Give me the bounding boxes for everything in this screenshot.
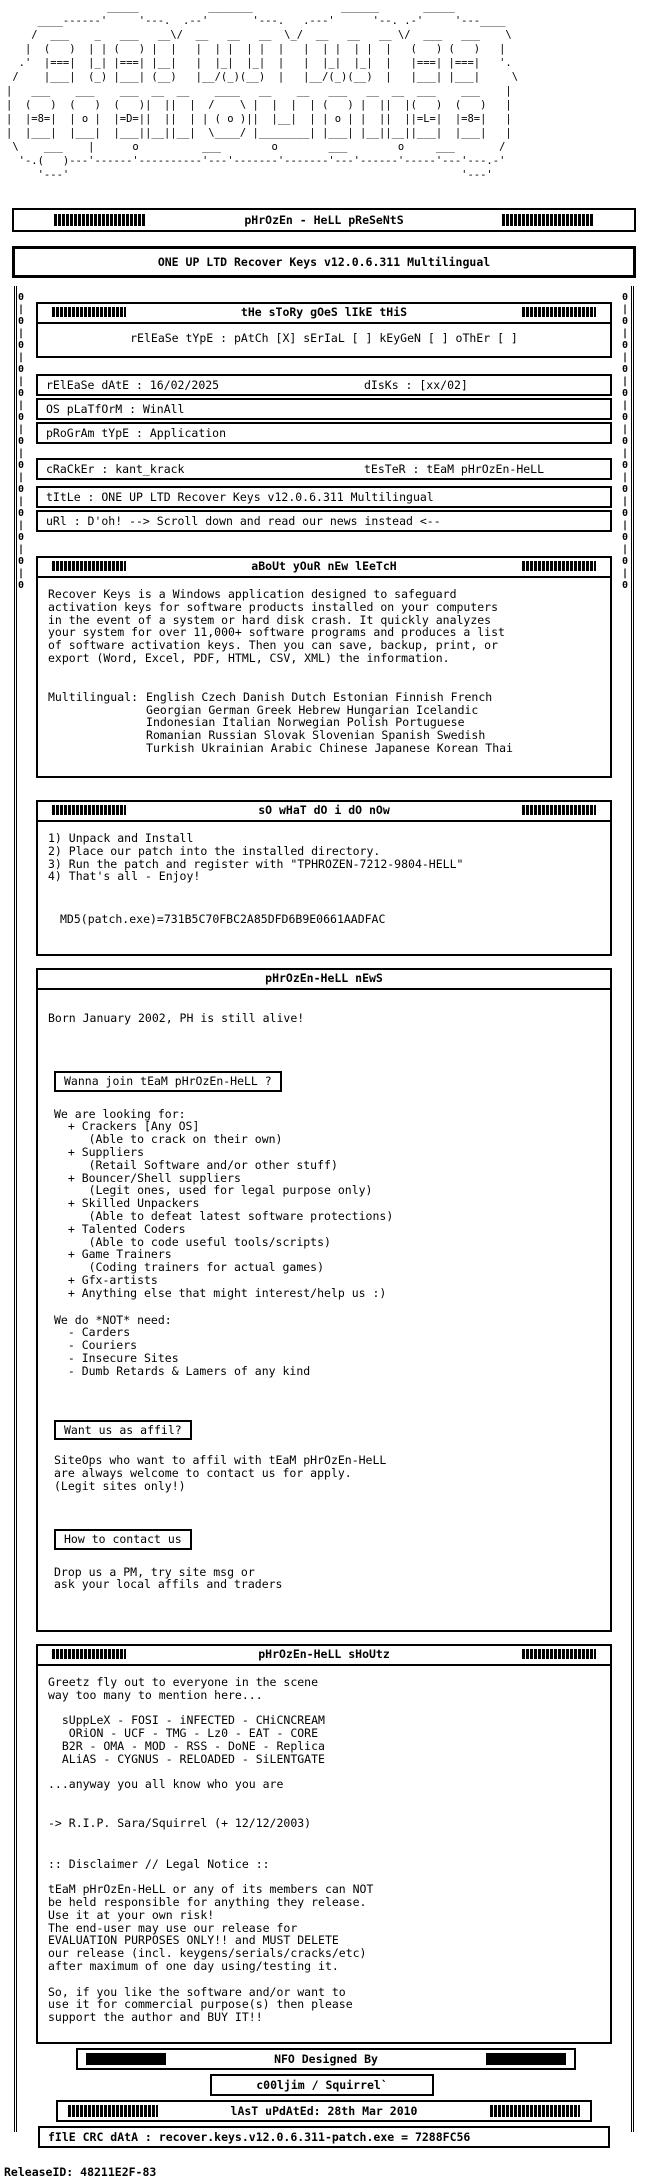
affil-button[interactable]: Want us as affil? [54, 1420, 192, 1441]
right-pillar: 0 | 0 | 0 | 0 | 0 | 0 | 0 | 0 | 0 | 0 | 0 | 0 | 0 [622, 292, 629, 591]
about-header-text: aBoUt yOuR nEw lEeTcH [251, 559, 397, 573]
intro-bar [12, 208, 636, 232]
about-text: Recover Keys is a Windows application designed to safeguard activation keys for software products installed on your computers in the event of a system or hard disk crash. It quickly analyzes your system for over 11,000+ software programs and produces a list of software activation keys. Then you can save, backup, print, or export (Word, Excel, PDF, HTML, CSV, XML) the information. [48, 587, 505, 665]
release-type-line: rElEaSe tYpE : pAtCh [X] sErIaL [ ] kEyGeN [ ] oThEr [ ] [130, 331, 518, 345]
shoutz-box [36, 1644, 612, 2044]
header-decoration-right [522, 561, 596, 571]
story-header-text: tHe sToRy gOeS lIkE tHiS [240, 305, 408, 319]
info-row-date [36, 374, 612, 396]
contact-text: Drop us a PM, try site msg or ask your local affils and traders [54, 1564, 283, 1592]
left-pillar: 0 | 0 | 0 | 0 | 0 | 0 | 0 | 0 | 0 | 0 | 0 | 0 | 0 [18, 292, 25, 591]
shoutz-text: Greetz fly out to everyone in the scene way too many to mention here... sUppLeX - FOSI - iNFECTED - CHiCNCREAM ORiON - UCF - TMG - Lz0 - EAT - CORE B2R - OMA - MOD - RSS - DoNE - Replica ALiAS - CYGNUS - RELOADED - SiLENTGATE ...anyway you all know who you are -> R.I.P. Sara/Squirrel (+ 12/12/2003) [48, 1675, 325, 1830]
title-field: tItLe : ONE UP LTD Recover Keys v12.0.6.311 Multilingual [36, 486, 612, 508]
bar-decoration-right [486, 2053, 566, 2065]
cracker: cRaCkEr : kant_krack [46, 462, 185, 476]
release-id: ReleaseID: 48211E2F-83 [4, 2165, 157, 2179]
nfo-designed-bar [76, 2048, 576, 2070]
not-needed-list: We do *NOT* need: - Carders - Couriers - Insecure Sites - Dumb Retards & Lamers of any kind [54, 1312, 311, 1378]
designer-bar [210, 2074, 434, 2096]
multilingual-languages: English Czech Danish Dutch Estonian Finnish French Georgian German Greek Hebrew Hungarian Icelandic Indonesian Italian Norwegian Polish Portuguese Romanian Russian Slovak Slovenian Spanish Swedish Turkish Ukrainian Arabic Chinese Japanese Korean Thai [146, 689, 513, 755]
news-born: Born January 2002, PH is still alive! [48, 1011, 305, 1025]
info-row-cracker [36, 458, 612, 480]
disks: dIsKs : [xx/02] [364, 378, 468, 392]
program-type: pRoGrAm tYpE : Application [36, 422, 612, 444]
header-decoration-right [522, 1649, 596, 1659]
release-date: rElEaSe dAtE : 16/02/2025 [46, 378, 220, 392]
join-button[interactable]: Wanna join tEaM pHrOzEn-HeLL ? [54, 1071, 282, 1092]
os-platform: OS pLaTfOrM : WinAll [36, 398, 612, 420]
header-decoration-right [522, 805, 596, 815]
contact-button[interactable]: How to contact us [54, 1529, 192, 1550]
nfo-designed-by: NFO Designed By [274, 2052, 378, 2066]
url-field: uRl : D'oh! --> Scroll down and read our news instead <-- [36, 510, 612, 532]
ascii-logo: _____ _______ ______ _____ ____------' '---. .--' '---. .---' '--. .-' '---____ / ___ _ ___ __\/ __ __ __ \_/ __ __ __ \/ ___ ___ \ | ( ) | | ( ) | | | | | | | | | | | | | | ( ) ( ) | .' |===| |_| |===| |__| | |_| |_| | | |_| |_| | |===| |===| '. / |___| (_) |___| (__) |__/(_)(__) | |__/(_)(__) | |___| |___| \ | ___ ___ ___ __ __ ____ __ __ ___ __ __ ___ ___ | | ( ) ( ) ( )| || | / \ | | | | ( ) | || |( ) ( ) | | |=8=| | o | |=D=|| || | | ( o )|| |__| | | o | | || ||=L=| |=8=| | | |___| |___| |___||__||__| \____/ |________| |___| |__||__||___| |___| | \ ___ | o ___ o ___ o ___ / '-.( )---'------'----------'---'-------'-------'---'------'-----'---'---.-' '---' '---' [6, 1, 519, 181]
last-updated-bar [56, 2100, 592, 2122]
md5-checksum: MD5(patch.exe)=731B5C70FBC2A85DFD6B9E0661AADFAC [60, 912, 386, 927]
title-bar [12, 246, 636, 278]
howto-box [36, 800, 612, 956]
designer-name: c00ljim / Squirrel` [256, 2078, 388, 2092]
multilingual-label: Multilingual: [48, 689, 139, 704]
bar-decoration-right [490, 2105, 580, 2117]
about-box [36, 556, 612, 778]
disclaimer-text: :: Disclaimer // Legal Notice :: tEaM pHrOzEn-HeLL or any of its members can NOT be held responsible for anything they release. Use it at your own risk! The end-user may use our release for EVALUATION PURPOSES ONLY!! and MUST DELETE our release (incl. keygens/serials/cracks/etc) after maximum of one day using/testing it. So, if you like the software and/or want to use it for commercial purpose(s) then please support the author and BUY IT!! [48, 1856, 374, 2025]
news-header [38, 970, 610, 990]
news-box [36, 968, 612, 1632]
about-header [38, 558, 610, 578]
last-updated: lAsT uPdAtEd: 28th Mar 2010 [230, 2104, 418, 2118]
howto-header-text: sO wHaT dO i dO nOw [258, 803, 390, 817]
intro-bar-text: pHrOzEn - HeLL pReSeNtS [244, 213, 404, 227]
looking-for-list: We are looking for: + Crackers [Any OS] (Able to crack on their own) + Suppliers (Retail Software and/or other stuff) + Bouncer/Shell suppliers (Legit ones, used for legal purpose only) + Skilled Unpackers (Able to defeat latest software protections) + Talented Coders (Able to code useful tools/scripts) + Game Trainers (Coding trainers for actual games) + Gfx-artists + Anything else that might interest/help us :) [54, 1106, 394, 1300]
howto-header [38, 802, 610, 822]
release-title: ONE UP LTD Recover Keys v12.0.6.311 Multilingual [157, 255, 491, 269]
affil-text: SiteOps who want to affil with tEaM pHrOzEn-HeLL are always welcome to contact us for apply. (Legit sites only!) [54, 1453, 387, 1493]
header-decoration-right [522, 307, 596, 317]
crc-bar [38, 2126, 610, 2148]
crc-data: fIlE CRC dAtA : recover.keys.v12.0.6.311-patch.exe = 7288FC56 [48, 2130, 471, 2144]
shoutz-header [38, 1646, 610, 1666]
howto-steps: 1) Unpack and Install 2) Place our patch into the installed directory. 3) Run the patch and register with "TPHROZEN-7212-9804-HELL" 4) That's all - Enjoy! [48, 831, 464, 884]
bar-decoration-right [502, 214, 594, 226]
story-header [38, 304, 610, 324]
story-box [36, 302, 612, 358]
news-header-text: pHrOzEn-HeLL nEwS [265, 971, 383, 985]
tester: tEsTeR : tEaM pHrOzEn-HeLL [364, 462, 545, 476]
shoutz-header-text: pHrOzEn-HeLL sHoUtz [258, 1647, 390, 1661]
